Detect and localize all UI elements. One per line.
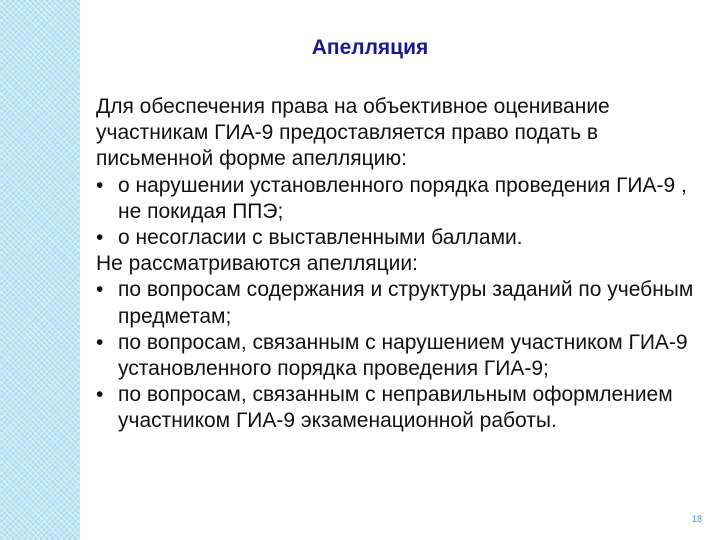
appeal-grounds-list [96,173,706,252]
intro-paragraph: Для обеспечения права на объективное оценивание участникам ГИА-9 предоставляется право подать в письменной форме апелляцию: [96,95,610,171]
bullet-icon: • [96,226,104,250]
decorative-side-strip [0,0,80,540]
bullet-icon: • [96,278,104,302]
list-item-text: о нарушении установленного порядка проведения ГИА-9 , не покидая ППЭ; [118,173,687,223]
list-item-text: по вопросам, связанным с нарушением участником ГИА-9 установленного порядка проведения ГИА-9; [118,330,688,381]
not-considered-list [96,277,706,434]
bullet-icon: • [96,173,104,197]
list-item [96,225,706,251]
list-item-text: по вопросам, связанным с неправильным оформлением участником ГИА-9 экзаменационной работы. [118,383,673,433]
slide-title: Апелляция [311,36,429,59]
list-item-text: о несогласии с выставленными баллами. [118,226,523,250]
list-item [96,330,706,382]
slide-body [96,94,706,435]
list-item [96,277,706,329]
list-item [96,382,706,434]
list-item [96,173,706,225]
bullet-icon: • [96,383,104,407]
not-considered-heading: Не рассматриваются апелляции: [96,252,418,276]
bullet-icon: • [96,330,104,354]
list-item-text: по вопросам содержания и структуры заданий по учебным предметам; [118,278,694,328]
page-number: 18 [691,514,702,524]
